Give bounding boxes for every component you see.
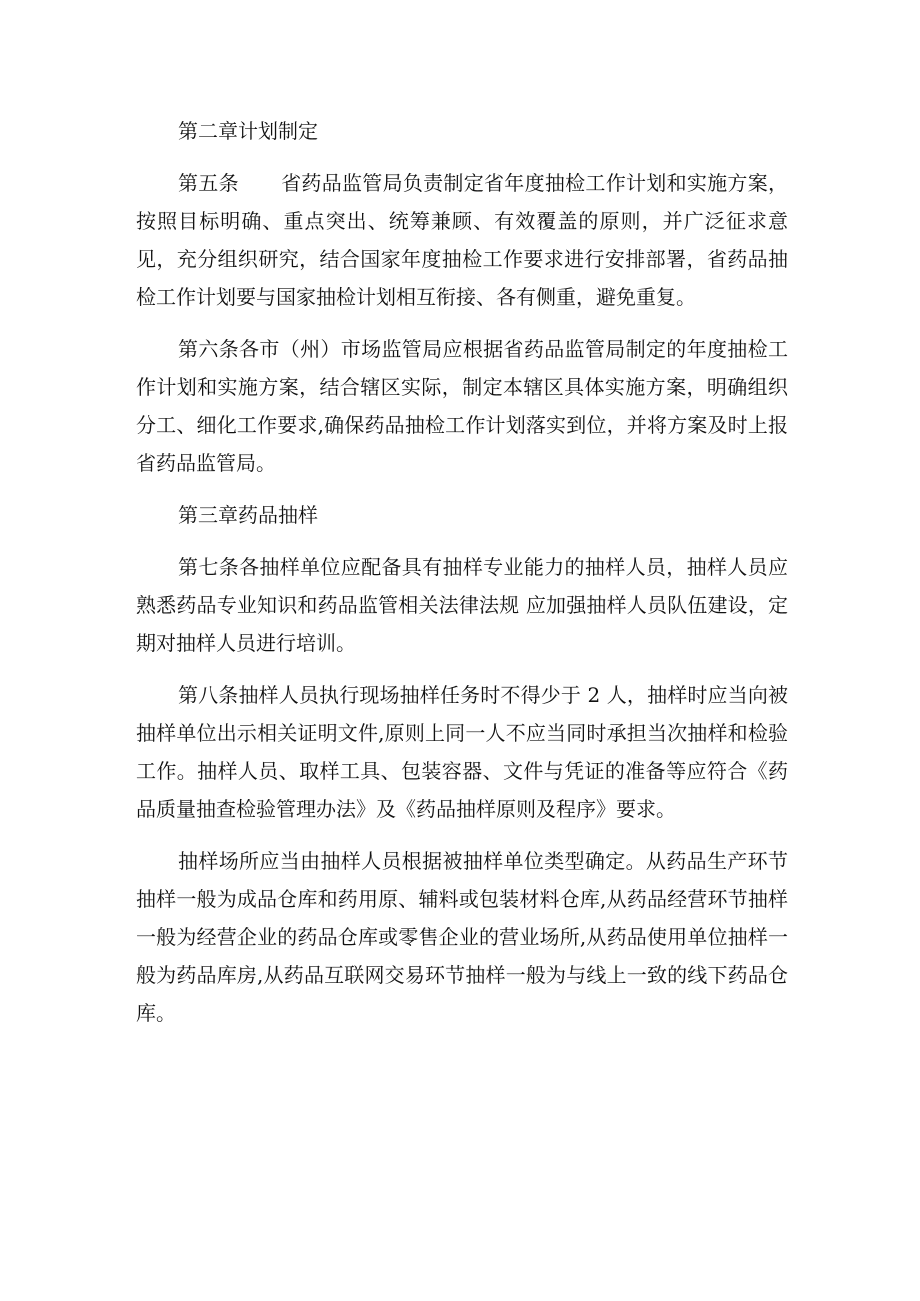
chapter-2-heading-text: 第二章计划制定 (178, 119, 318, 143)
chapter-3-heading (136, 496, 788, 534)
document-body (136, 112, 788, 1046)
article-6-text: 第六条各市（州）市场监管局应根据省药品监管局制定的年度抽检工作计划和实施方案，结合辖区实际，制定本辖区具体实施方案，明确组织分工、细化工作要求,确保药品抽检工作计划落实到位，并将方案及时上报省药品监管局。 (136, 337, 788, 475)
article-7-text: 第七条各抽样单位应配备具有抽样专业能力的抽样人员，抽样人员应熟悉药品专业知识和药品监管相关法律法规 应加强抽样人员队伍建设，定期对抽样人员进行培训。 (136, 555, 788, 655)
article-8-text: 第八条抽样人员执行现场抽样任务时不得少于 2 人，抽样时应当向被抽样单位出示相关证明文件,原则上同一人不应当同时承担当次抽样和检验工作。抽样人员、取样工具、包装容器、文件与凭证的准备等应符合《药品质量抽查检验管理办法》及《药品抽样原则及程序》要求。 (136, 683, 788, 821)
article-8-paragraph (136, 676, 788, 828)
article-6-paragraph (136, 330, 788, 482)
sampling-site-paragraph (136, 842, 788, 1032)
article-7-paragraph (136, 548, 788, 662)
chapter-2-heading (136, 112, 788, 150)
article-5-label: 第五条 (178, 171, 239, 195)
article-5-text: 省药品监管局负责制定省年度抽检工作计划和实施方案，按照目标明确、重点突出、统筹兼顾、有效覆盖的原则，并广泛征求意见，充分组织研究，结合国家年度抽检工作要求进行安排部署，省药品抽检工作计划要与国家抽检计划相互衔接、各有侧重，避免重复。 (136, 171, 789, 309)
article-5-paragraph (136, 164, 788, 316)
sampling-site-text: 抽样场所应当由抽样人员根据被抽样单位类型确定。从药品生产环节抽样一般为成品仓库和药用原、辅料或包装材料仓库,从药品经营环节抽样一般为经营企业的药品仓库或零售企业的营业场所,从药品使用单位抽样一般为药品库房,从药品互联网交易环节抽样一般为与线上一致的线下药品仓库。 (136, 849, 788, 1025)
chapter-3-heading-text: 第三章药品抽样 (178, 503, 318, 527)
